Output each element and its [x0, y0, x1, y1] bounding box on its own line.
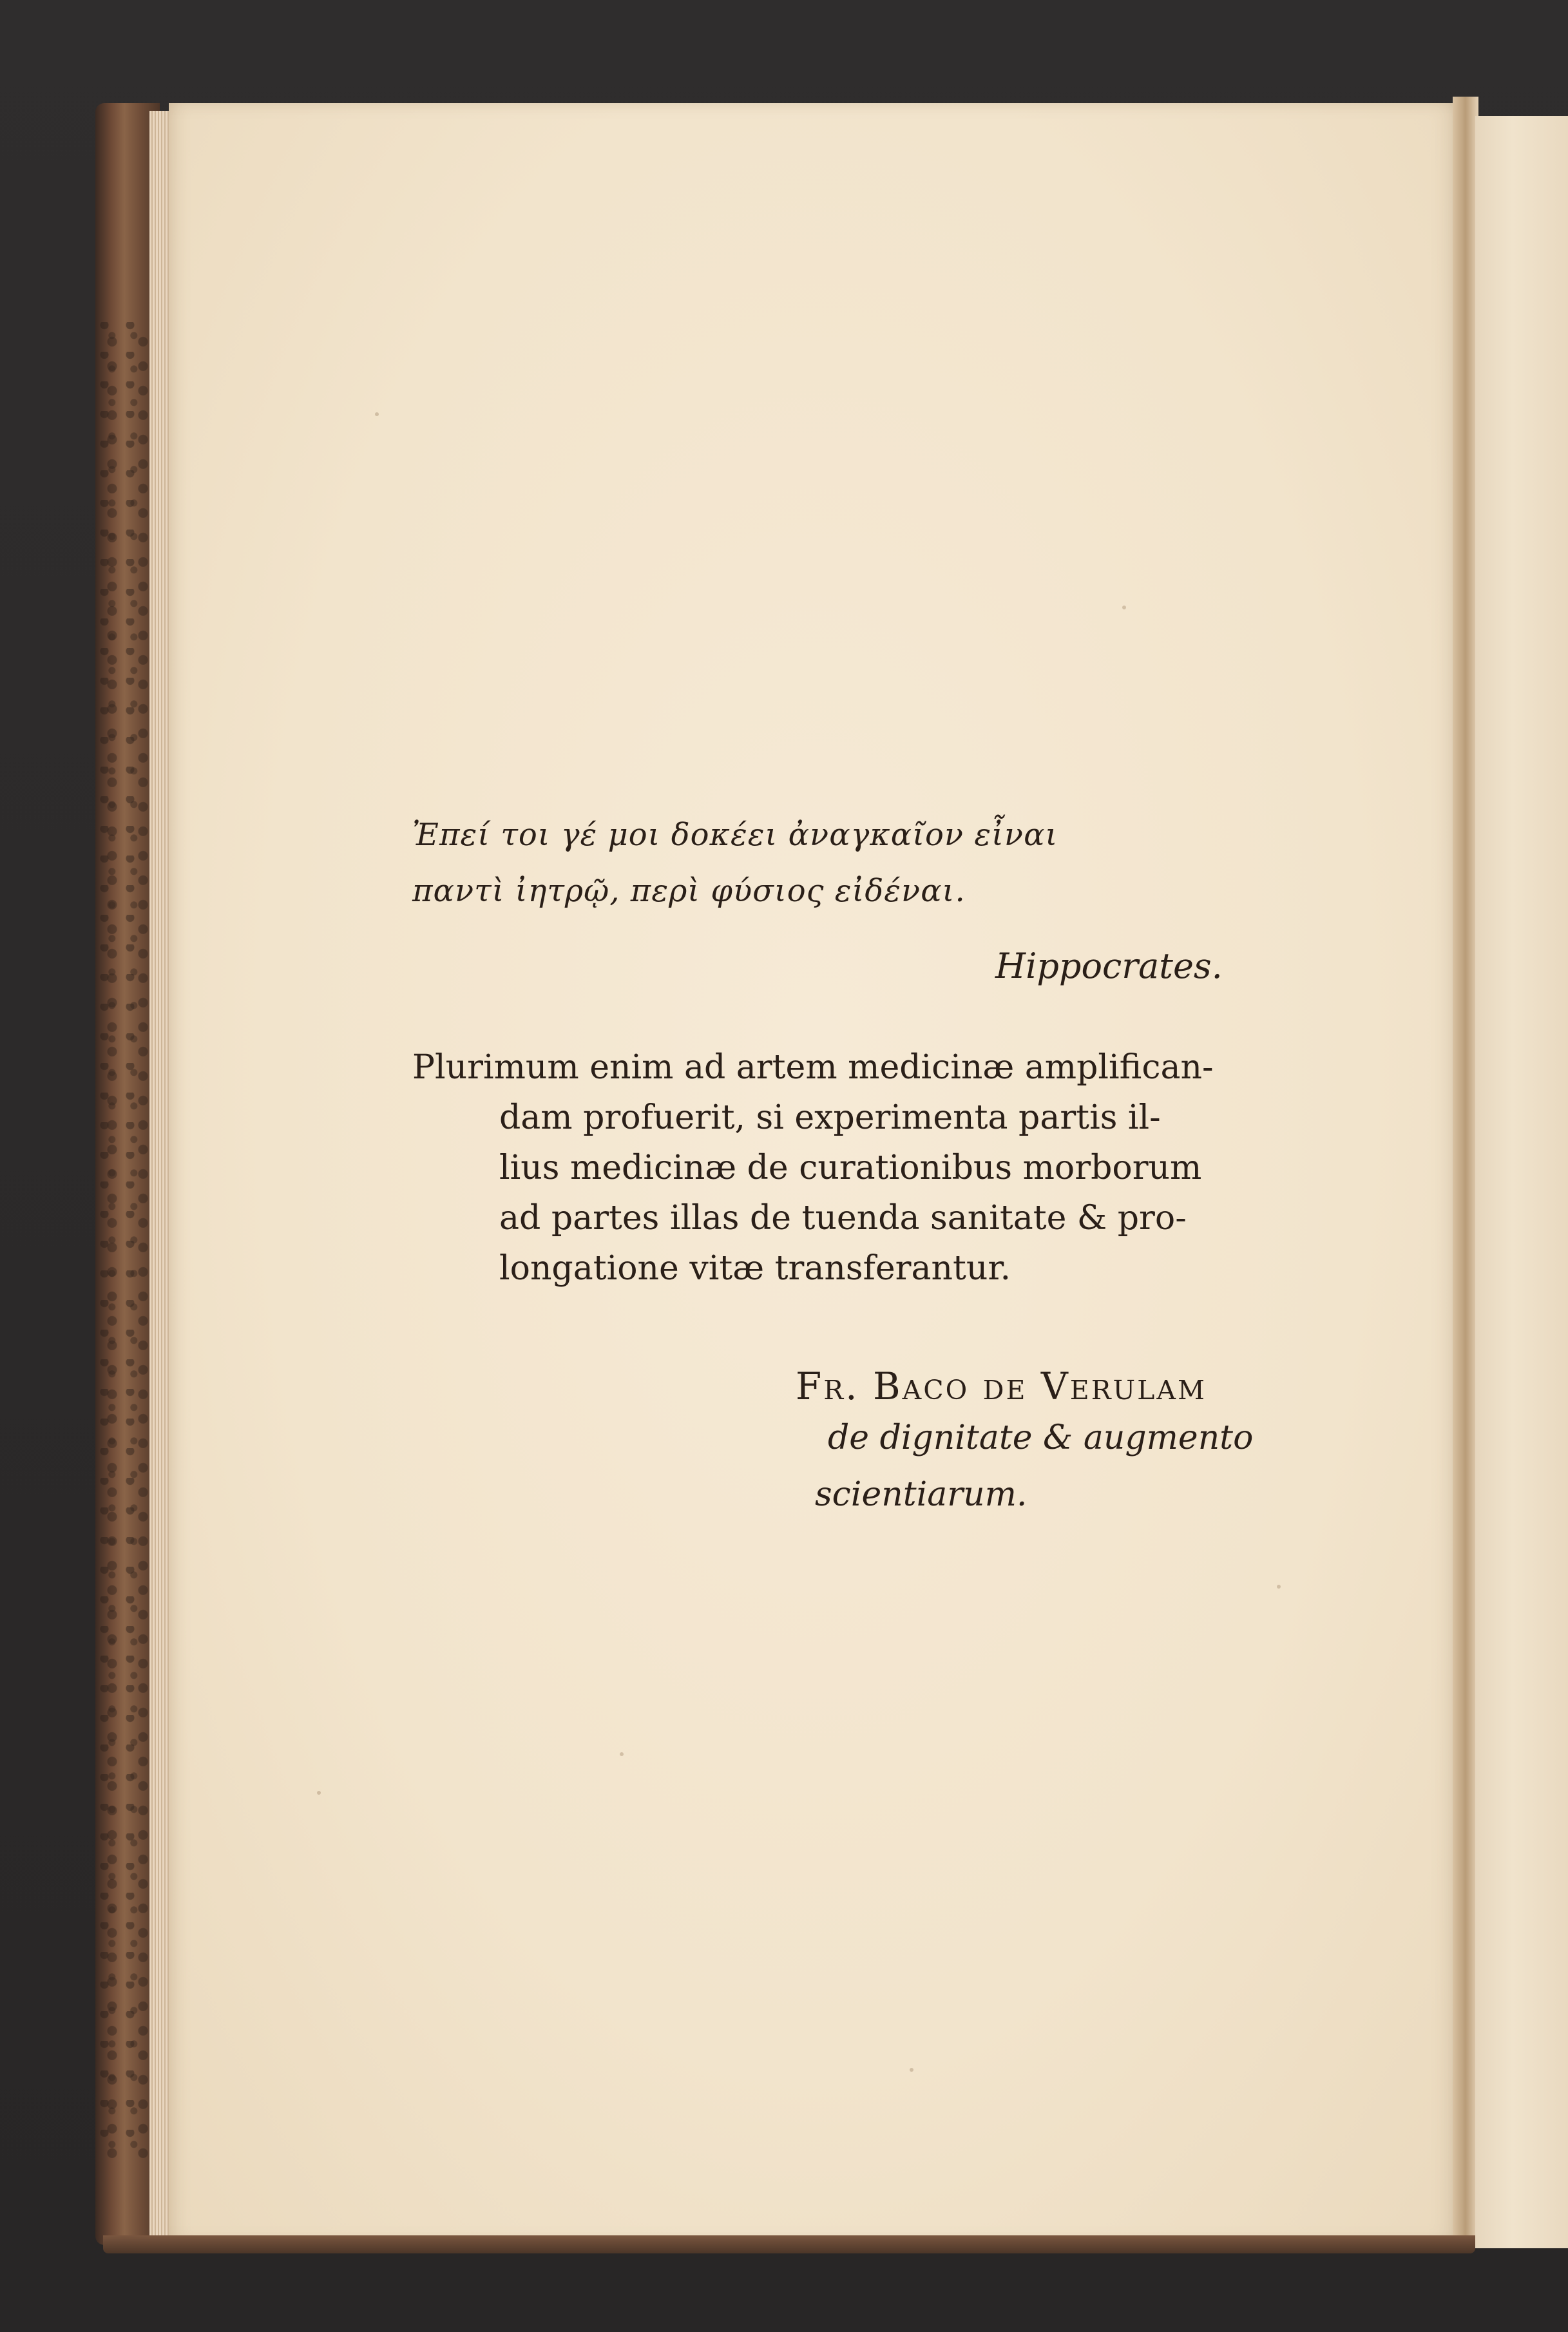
paper-speck — [1122, 606, 1126, 609]
latin-epigraph-line-3: lius medicinæ de curationibus morborum — [499, 1149, 1202, 1187]
bacon-attribution-work-line-1: de dignitate & augmento — [828, 1419, 1254, 1457]
latin-epigraph-line-1: Plurimum enim ad artem medicinæ amplifican- — [412, 1048, 1214, 1087]
greek-epigraph-line-2: παντὶ ἰητρῷ, περὶ φύσιος εἰδέναι. — [412, 873, 966, 909]
paper-speck — [375, 412, 379, 416]
paper-speck — [1277, 1585, 1281, 1589]
cover-marbling — [97, 322, 155, 2158]
book-cover-bottom — [103, 2235, 1475, 2253]
paper-speck — [620, 1752, 624, 1756]
bacon-attribution-author: Fr. Baco de Verulam — [796, 1364, 1207, 1408]
paper-speck — [910, 2068, 913, 2072]
greek-epigraph-line-1: Ἐπεί τοι γέ μοι δοκέει ἀναγκαῖον εἶναι — [412, 817, 1058, 853]
latin-epigraph — [412, 1042, 1276, 1294]
paper-speck — [317, 1791, 321, 1795]
latin-epigraph-line-5: longatione vitæ transferantur. — [499, 1249, 1011, 1288]
facing-page — [1475, 116, 1568, 2248]
hippocrates-attribution: Hippocrates. — [995, 946, 1223, 986]
book-gutter — [1453, 97, 1478, 2248]
latin-epigraph-line-2: dam profuerit, si experimenta partis il- — [499, 1098, 1161, 1137]
bacon-attribution-work-line-2: scientiarum. — [815, 1475, 1028, 1514]
latin-epigraph-line-4: ad partes illas de tuenda sanitate & pro- — [499, 1199, 1187, 1238]
